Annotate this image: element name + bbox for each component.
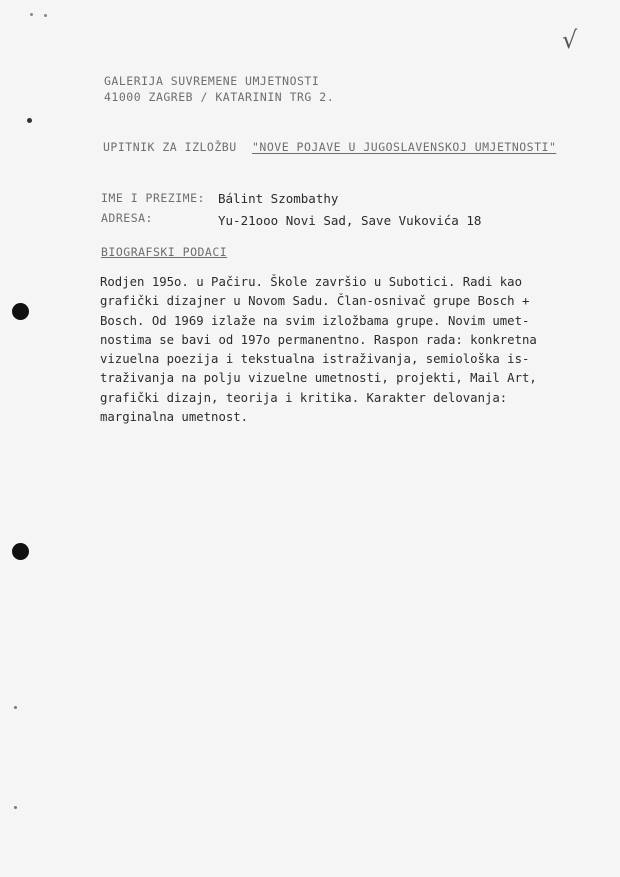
gallery-address: 41000 ZAGREB / KATARININ TRG 2. — [104, 90, 335, 104]
punch-hole-top — [12, 303, 29, 320]
paper-mark — [27, 118, 32, 123]
biography-line: nostima se bavi od 197o permanentno. Raspon rada: konkretna — [100, 332, 537, 347]
address-value: Yu-21ooo Novi Sad, Save Vukovića 18 — [218, 213, 482, 228]
name-value: Bálint Szombathy — [218, 191, 339, 206]
biography-line: Bosch. Od 1969 izlaže na svim izložbama grupe. Novim umet- — [100, 313, 530, 328]
biography-line: grafički dizajner u Novom Sadu. Član-osnivač grupe Bosch + — [100, 294, 530, 309]
questionnaire-label: UPITNIK ZA IZLOŽBU — [103, 140, 237, 154]
punch-hole-bottom — [12, 543, 29, 560]
gallery-name: GALERIJA SUVREMENE UMJETNOSTI — [104, 74, 320, 88]
biography-line: grafički dizajn, teorija i kritika. Karakter delovanja: — [100, 390, 508, 405]
name-label: IME I PREZIME: — [101, 191, 205, 205]
biography-line: Rodjen 195o. u Pačiru. Škole završio u Subotici. Radi kao — [100, 275, 522, 289]
biography-label: BIOGRAFSKI PODACI — [101, 245, 228, 259]
paper-mark — [14, 806, 17, 809]
handwritten-check-icon: √ — [562, 26, 578, 54]
paper-mark — [14, 706, 17, 709]
biography-text — [100, 273, 570, 427]
exhibition-title: "NOVE POJAVE U JUGOSLAVENSKOJ UMJETNOSTI" — [252, 140, 557, 154]
biography-line: marginalna umetnost. — [100, 410, 249, 425]
biography-line: traživanja na polju vizuelne umetnosti, projekti, Mail Art, — [100, 371, 537, 386]
biography-line: vizuelna poezija i tekstualna istraživanja, semiološka is- — [100, 352, 530, 367]
paper-mark — [44, 14, 47, 17]
paper-mark — [30, 13, 33, 16]
address-label: ADRESA: — [101, 211, 153, 225]
